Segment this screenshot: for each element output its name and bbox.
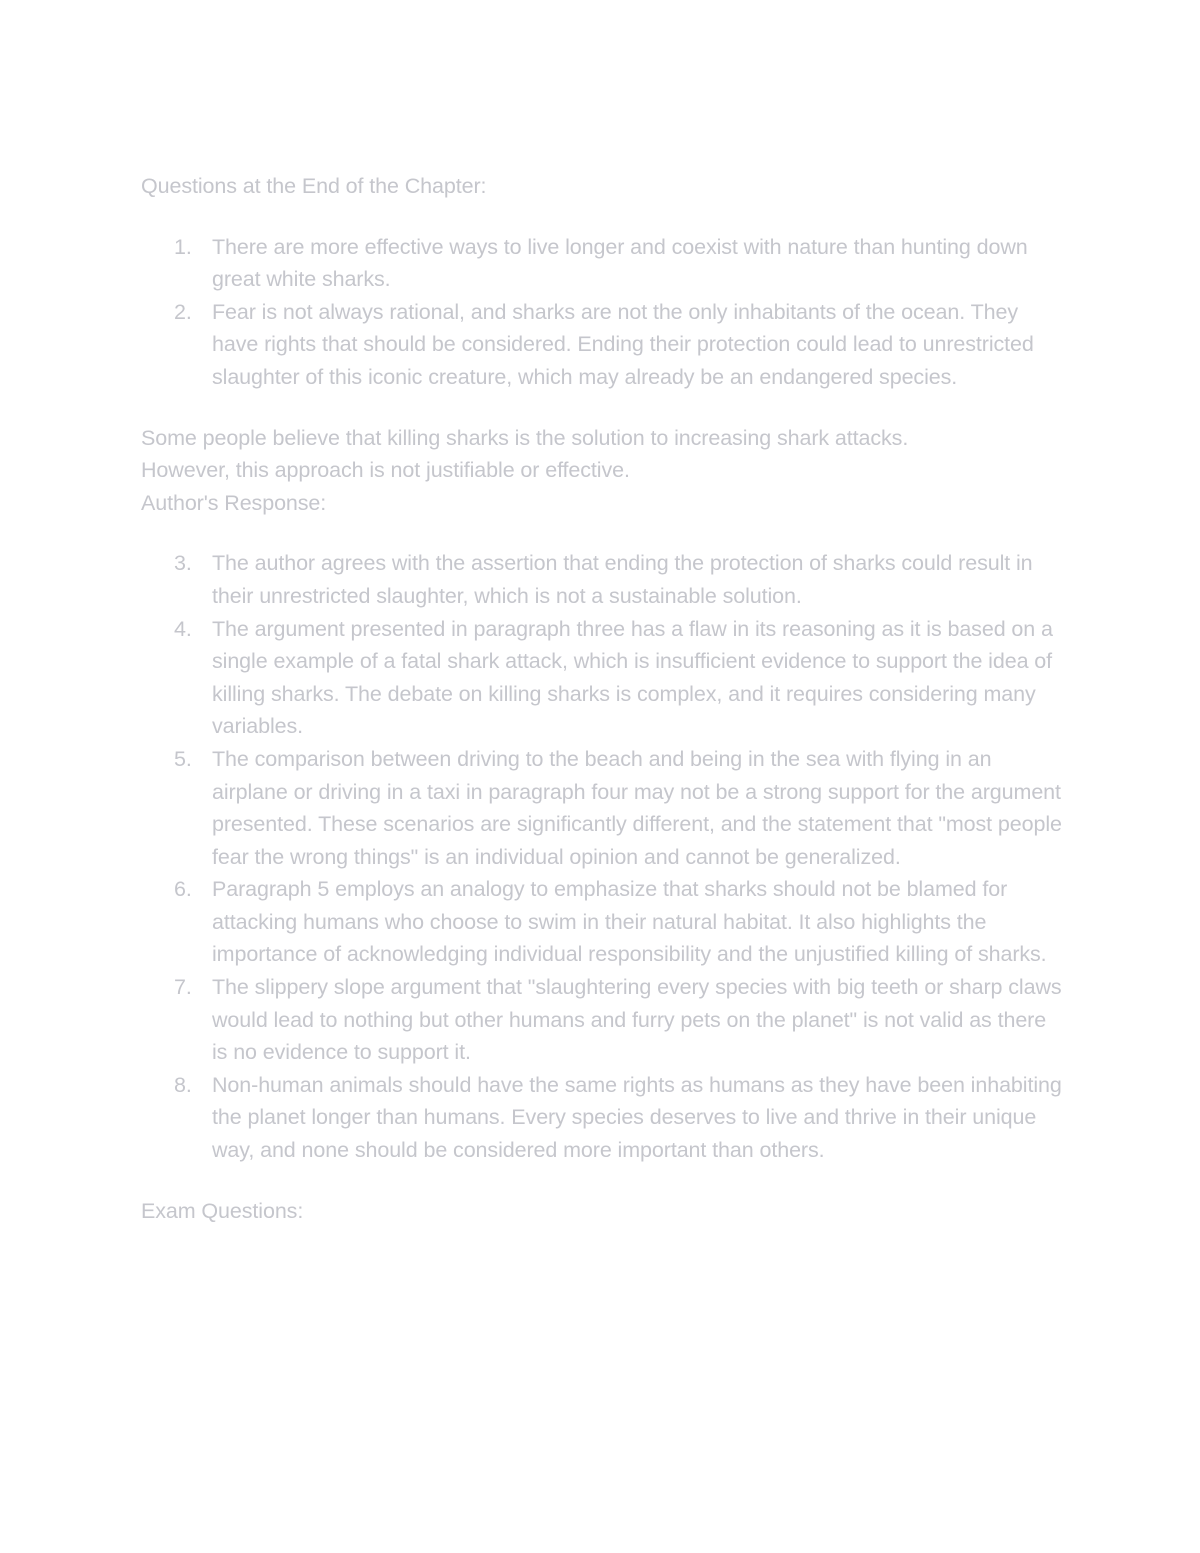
list-item-text: Non-human animals should have the same rights as humans as they have been inhabiting the planet longer than humans. Every species deserves to live and thrive in their unique way, and none should be considered more important than others.	[212, 1072, 1062, 1163]
exam-questions-heading: Exam Questions:	[141, 1198, 304, 1223]
list-item-number: 7.	[174, 975, 192, 1000]
list-item	[141, 873, 1066, 971]
spacer	[141, 1167, 1066, 1195]
document-body	[141, 170, 1066, 1227]
chapter-questions-heading: Questions at the End of the Chapter:	[141, 174, 487, 198]
intro-line: However, this approach is not justifiable or effective.	[141, 458, 630, 483]
spacer	[141, 203, 1066, 231]
list-item-text: The comparison between driving to the beach and being in the sea with flying in an airplane or driving in a taxi in paragraph four may not be a strong support for the argument presented. These scenarios are significantly different, and the statement that "most people fear the wrong things" is an individual opinion and cannot be generalized.	[212, 746, 1062, 869]
list-item	[141, 231, 1066, 296]
author-response-list	[141, 547, 1066, 1166]
list-item-text: There are more effective ways to live longer and coexist with nature than hunting down great white sharks.	[212, 234, 1028, 292]
list-item-number: 5.	[174, 746, 192, 771]
list-item-text: Paragraph 5 employs an analogy to emphasize that sharks should not be blamed for attacking humans who choose to swim in their natural habitat. It also highlights the importance of acknowledging individual responsibility and the unjustified killing of sharks.	[212, 877, 1047, 967]
list-item-text: The slippery slope argument that "slaughtering every species with big teeth or sharp claws would lead to nothing but other humans and furry pets on the planet" is not valid as there is no evidence to support it.	[212, 975, 1062, 1065]
list-item-number: 3.	[174, 551, 192, 576]
list-item-text: The argument presented in paragraph three has a flaw in its reasoning as it is based on a single example of a fatal shark attack, which is insufficient evidence to support the idea of killing sharks. The debate on killing sharks is complex, and it requires considering many variables.	[212, 616, 1053, 739]
intro-line: Some people believe that killing sharks is the solution to increasing shark attacks.	[141, 425, 909, 450]
list-item-number: 4.	[174, 616, 192, 641]
list-item	[141, 547, 1066, 612]
list-item	[141, 971, 1066, 1069]
list-item	[141, 296, 1066, 394]
list-item-text: Fear is not always rational, and sharks are not the only inhabitants of the ocean. They have rights that should be considered. Ending their protection could lead to unrestricted slaughter of this iconic creature, which may already be an endangered species.	[212, 299, 1034, 389]
list-item-text: The author agrees with the assertion that ending the protection of sharks could result in their unrestricted slaughter, which is not a sustainable solution.	[212, 551, 1033, 608]
spacer	[141, 519, 1066, 547]
spacer	[141, 394, 1066, 422]
list-item-number: 6.	[174, 877, 192, 902]
chapter-questions-list	[141, 231, 1066, 394]
list-item-number: 8.	[174, 1072, 192, 1097]
list-item-number: 1.	[174, 234, 192, 259]
list-item	[141, 1069, 1066, 1167]
author-response-heading: Author's Response:	[141, 490, 327, 515]
list-item	[141, 613, 1066, 743]
list-item-number: 2.	[174, 299, 192, 324]
list-item	[141, 743, 1066, 873]
